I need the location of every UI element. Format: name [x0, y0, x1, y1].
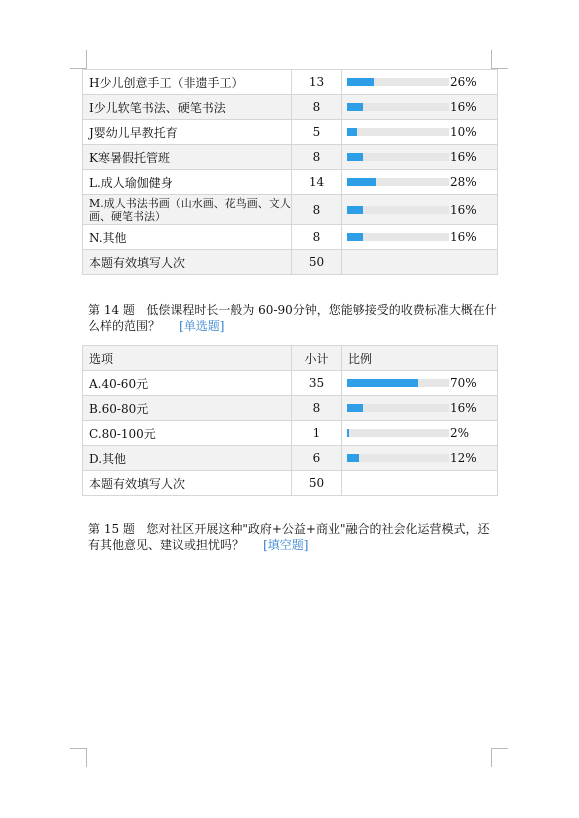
total-empty-cell — [342, 471, 498, 496]
option-count: 8 — [292, 396, 342, 421]
option-label: D.其他 — [83, 446, 292, 471]
option-label: H少儿创意手工（非遗手工） — [83, 70, 292, 95]
ratio-bar-track — [347, 454, 449, 462]
ratio-bar-track — [347, 429, 449, 437]
question-text: 低偿课程时长一般为 60-90分钟，您能够接受的收费标准大概在什么样的范围？ — [88, 303, 497, 333]
ratio-cell — [342, 371, 498, 396]
total-count: 50 — [292, 250, 342, 275]
option-label: L.成人瑜伽健身 — [83, 170, 292, 195]
table-row — [83, 120, 498, 145]
ratio-bar-fill — [347, 404, 363, 412]
ratio-bar-fill — [347, 233, 363, 241]
table-row — [83, 195, 498, 225]
ratio-percent: 26% — [450, 75, 477, 89]
question-type-tag[interactable]: [单选题] — [179, 319, 225, 333]
crop-mark-bottom-right — [491, 748, 492, 767]
option-label: A.40-60元 — [83, 371, 292, 396]
ratio-bar-track — [347, 233, 449, 241]
ratio-cell — [342, 170, 498, 195]
question-15 — [88, 521, 498, 553]
table-row — [83, 145, 498, 170]
total-row — [83, 250, 498, 275]
option-label: J婴幼儿早教托育 — [83, 120, 292, 145]
ratio-percent: 16% — [450, 100, 477, 114]
crop-mark-bottom-left — [86, 748, 87, 767]
option-count: 14 — [292, 170, 342, 195]
ratio-percent: 16% — [450, 150, 477, 164]
table-header-row — [83, 346, 498, 371]
option-count: 5 — [292, 120, 342, 145]
table-row — [83, 70, 498, 95]
ratio-percent: 16% — [450, 401, 477, 415]
ratio-percent: 28% — [450, 175, 477, 189]
results-table-q13 — [82, 69, 498, 275]
ratio-bar-track — [347, 78, 449, 86]
ratio-bar-fill — [347, 153, 363, 161]
ratio-percent: 12% — [450, 451, 477, 465]
total-row — [83, 471, 498, 496]
ratio-bar-fill — [347, 178, 376, 186]
option-count: 6 — [292, 446, 342, 471]
ratio-bar-track — [347, 103, 449, 111]
option-label: K寒暑假托管班 — [83, 145, 292, 170]
option-label: C.80-100元 — [83, 421, 292, 446]
option-count: 13 — [292, 70, 342, 95]
ratio-cell — [342, 70, 498, 95]
option-label: B.60-80元 — [83, 396, 292, 421]
option-label: N.其他 — [83, 225, 292, 250]
question-type-tag[interactable]: [填空题] — [263, 538, 309, 552]
ratio-bar-track — [347, 153, 449, 161]
crop-mark-top-right — [491, 50, 492, 69]
table-row — [83, 95, 498, 120]
table-row — [83, 421, 498, 446]
ratio-bar-fill — [347, 454, 359, 462]
ratio-cell — [342, 421, 498, 446]
ratio-percent: 10% — [450, 125, 477, 139]
header-ratio: 比例 — [342, 346, 498, 371]
ratio-bar-fill — [347, 379, 418, 387]
option-label: M.成人书法书画（山水画、花鸟画、文人画、硬笔书法） — [83, 195, 292, 225]
ratio-cell — [342, 195, 498, 225]
question-14 — [88, 302, 498, 334]
ratio-bar-fill — [347, 128, 357, 136]
header-option: 选项 — [83, 346, 292, 371]
table-row — [83, 396, 498, 421]
results-table-q14 — [82, 345, 498, 496]
ratio-cell — [342, 225, 498, 250]
ratio-bar-fill — [347, 206, 363, 214]
option-count: 8 — [292, 145, 342, 170]
ratio-bar-track — [347, 206, 449, 214]
total-empty-cell — [342, 250, 498, 275]
total-label: 本题有效填写人次 — [83, 250, 292, 275]
table-row — [83, 170, 498, 195]
option-count: 1 — [292, 421, 342, 446]
crop-mark-bottom-right — [491, 748, 508, 749]
crop-mark-top-left — [86, 50, 87, 69]
option-count: 8 — [292, 95, 342, 120]
crop-mark-bottom-left — [70, 748, 87, 749]
question-number: 第 14 题 — [88, 303, 135, 317]
ratio-bar-fill — [347, 429, 349, 437]
ratio-cell — [342, 145, 498, 170]
ratio-bar-track — [347, 178, 449, 186]
ratio-bar-track — [347, 128, 449, 136]
option-count: 8 — [292, 225, 342, 250]
ratio-cell — [342, 396, 498, 421]
ratio-cell — [342, 446, 498, 471]
ratio-percent: 16% — [450, 202, 477, 217]
total-label: 本题有效填写人次 — [83, 471, 292, 496]
ratio-percent: 70% — [450, 376, 477, 390]
ratio-cell — [342, 120, 498, 145]
ratio-bar-track — [347, 404, 449, 412]
option-label: I少儿软笔书法、硬笔书法 — [83, 95, 292, 120]
total-count: 50 — [292, 471, 342, 496]
ratio-bar-fill — [347, 78, 374, 86]
option-count: 35 — [292, 371, 342, 396]
table-row — [83, 225, 498, 250]
table-row — [83, 446, 498, 471]
option-count: 8 — [292, 195, 342, 225]
question-text: 您对社区开展这种"政府+公益+商业"融合的社会化运营模式，还有其他意见、建议或担忧吗？ — [88, 522, 490, 552]
ratio-bar-fill — [347, 103, 363, 111]
ratio-percent: 16% — [450, 230, 477, 244]
header-count: 小计 — [292, 346, 342, 371]
ratio-cell — [342, 95, 498, 120]
ratio-percent: 2% — [450, 426, 470, 440]
ratio-bar-track — [347, 379, 449, 387]
question-number: 第 15 题 — [88, 522, 135, 536]
table-row — [83, 371, 498, 396]
